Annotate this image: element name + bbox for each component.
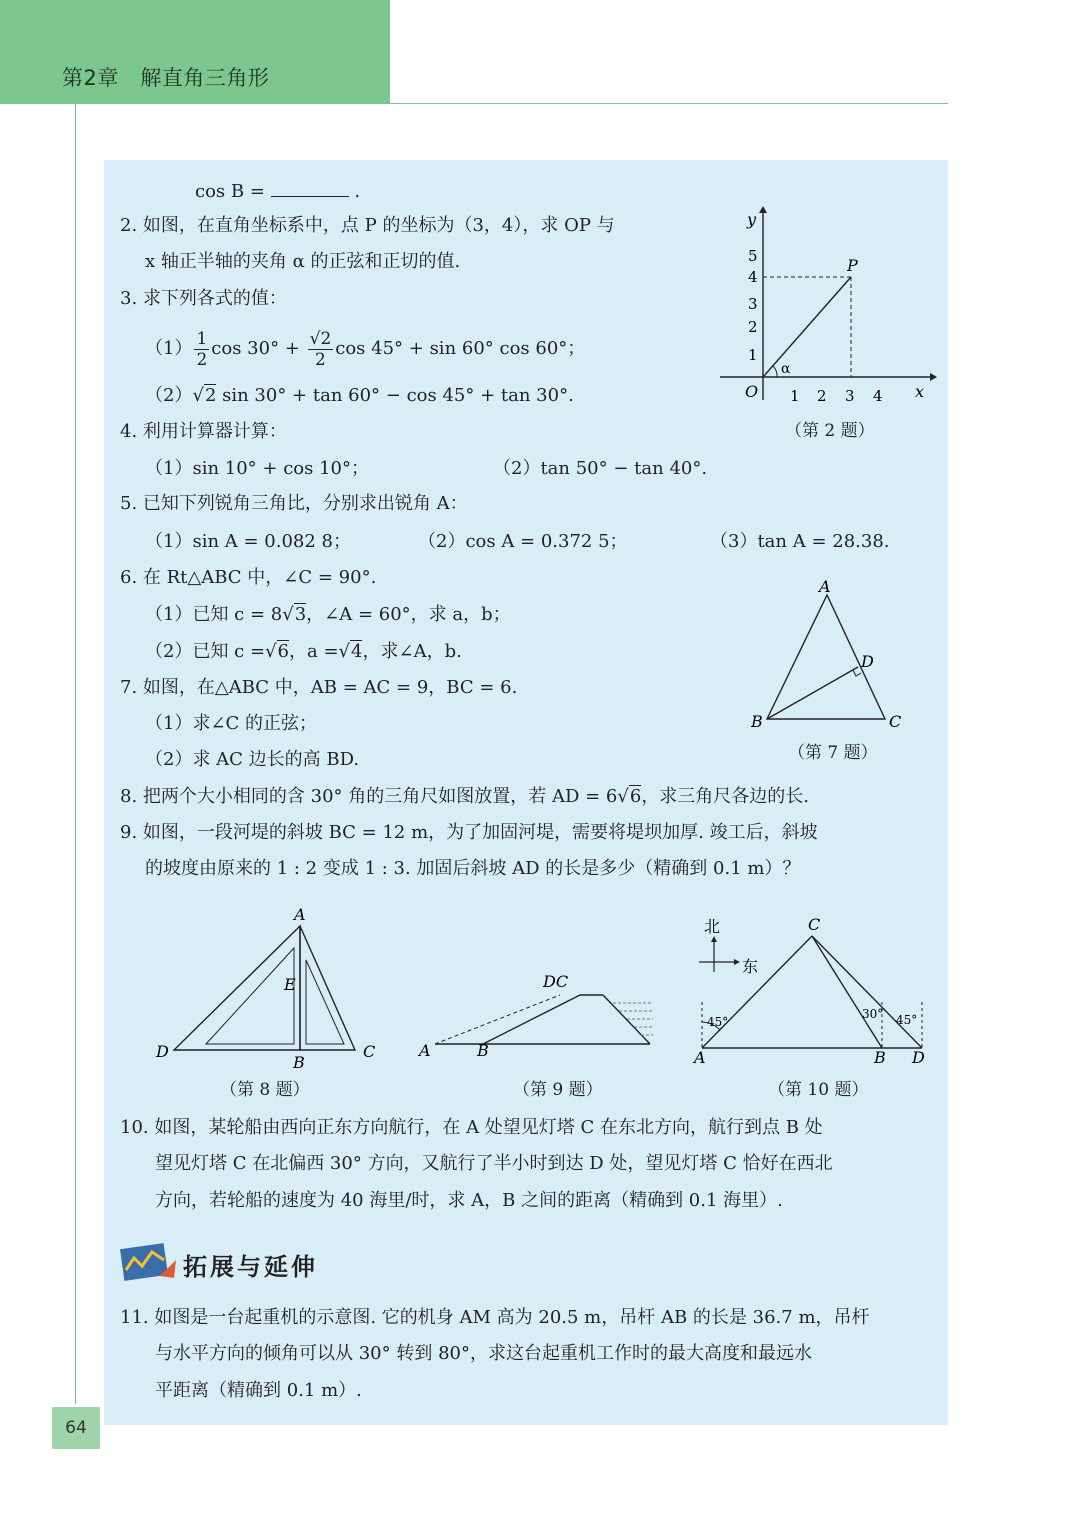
point-a-label: A — [694, 1048, 706, 1067]
sqrt-radicand: 6 — [629, 786, 642, 807]
x-tick-4: 4 — [873, 387, 883, 405]
y-tick-2: 2 — [748, 318, 758, 336]
q11-line1: 11. 如图是一台起重机的示意图. 它的机身 AM 高为 20.5 m，吊杆 AB 的长是 36.7 m，吊杆 — [120, 1307, 870, 1328]
q3-p1-term1: cos 30° + — [211, 338, 300, 359]
q6-p2-c: ，求∠A，b. — [362, 641, 462, 662]
q6-p1-b: ，∠A = 60°，求 a，b； — [306, 604, 511, 625]
q8-text: 8. 把两个大小相同的含 30° 角的三角尺如图放置，若 AD = 6√6，求三角尺各边的长. — [120, 786, 810, 807]
point-b-label: B — [477, 1041, 489, 1060]
chapter-title: 第2章 解直角三角形 — [62, 66, 270, 90]
frac-num: 1 — [196, 328, 208, 349]
figure-2-coordinate-plot — [715, 205, 935, 405]
figure-8-set-squares — [150, 900, 390, 1075]
y-tick-5: 5 — [748, 247, 758, 265]
q6-part1: （1）已知 c = 8√3，∠A = 60°，求 a，b； — [145, 604, 511, 625]
x-tick-1: 1 — [790, 387, 800, 405]
q6-p1-a: （1）已知 c = 8 — [145, 604, 283, 625]
q5-part2: （2）cos A = 0.372 5； — [418, 531, 628, 552]
x-tick-2: 2 — [817, 387, 827, 405]
point-d-label: D — [861, 652, 874, 671]
extension-icon — [120, 1240, 178, 1286]
north-label: 北 — [704, 917, 721, 936]
figure-9-caption: （第 9 题） — [513, 1080, 603, 1100]
angle-a-label: 45° — [707, 1015, 729, 1029]
x-tick-3: 3 — [845, 387, 855, 405]
q5-title: 5. 已知下列锐角三角比，分别求出锐角 A： — [120, 493, 468, 514]
q3-p1-label: （1） — [145, 338, 193, 359]
frac-den: 2 — [315, 349, 326, 370]
q3-p2-term: sin 30° + tan 60° − cos 45° + tan 30°. — [222, 385, 574, 406]
q3-part2: （2）√2 sin 30° + tan 60° − cos 45° + tan 30°. — [145, 385, 574, 406]
q2-line1: 2. 如图，在直角坐标系中，点 P 的坐标为（3，4），求 OP 与 — [120, 215, 615, 236]
q11-line3: 平距离（精确到 0.1 m）. — [155, 1380, 362, 1401]
q6-p2-b: ，a = — [289, 641, 339, 662]
q1-label: cos B = — [195, 181, 265, 202]
q4-part1: （1）sin 10° + cos 10°； — [145, 458, 369, 479]
q8-a: 8. 把两个大小相同的含 30° 角的三角尺如图放置，若 AD = 6 — [120, 786, 618, 807]
fraction-sqrt2-over-2 — [308, 329, 334, 370]
origin-label: O — [745, 382, 759, 401]
figure-7-caption: （第 7 题） — [788, 743, 878, 763]
q10-line2: 望见灯塔 C 在北偏西 30° 方向，又航行了半小时到达 D 处，望见灯塔 C 恰好在西北 — [155, 1153, 833, 1174]
point-c-label: C — [363, 1042, 376, 1061]
q10-line1: 10. 如图，某轮船由西向正东方向航行，在 A 处望见灯塔 C 在东北方向，航行到点 B 处 — [120, 1117, 823, 1138]
angle-b-label: 30° — [862, 1007, 884, 1021]
point-p-label: P — [847, 256, 858, 275]
point-c-label: C — [808, 915, 821, 934]
header-rule — [390, 103, 948, 104]
q3-part1 — [145, 325, 585, 373]
vertex-b-label: B — [751, 712, 763, 731]
angle-d-label: 45° — [896, 1013, 918, 1027]
point-d-label: D — [912, 1048, 925, 1067]
point-b-label: B — [874, 1048, 886, 1067]
q8-b: ，求三角尺各边的长. — [641, 786, 810, 807]
y-tick-1: 1 — [748, 346, 758, 364]
figure-10-caption: （第 10 题） — [768, 1080, 869, 1100]
figure-10-navigation — [690, 912, 940, 1072]
sqrt-radicand: 3 — [294, 604, 307, 625]
extension-title: 拓展与延伸 — [183, 1253, 318, 1281]
page-number: 64 — [52, 1407, 100, 1449]
y-axis-label: y — [747, 210, 757, 229]
vertex-a-label: A — [819, 577, 831, 596]
q9-line2: 的坡度由原来的 1 : 2 变成 1 : 3. 加固后斜坡 AD 的长是多少（精确到 0.1 m）？ — [145, 858, 801, 879]
point-b-label: B — [293, 1053, 305, 1072]
y-tick-4: 4 — [748, 268, 758, 286]
margin-rule — [75, 104, 76, 1404]
q3-p1-term2: cos 45° + sin 60° cos 60°； — [335, 338, 586, 359]
q10-line3: 方向，若轮船的速度为 40 海里/时，求 A，B 之间的距离（精确到 0.1 海里）. — [155, 1190, 783, 1211]
q1-dot: . — [354, 181, 361, 202]
q11-line2: 与水平方向的倾角可以从 30° 转到 80°，求这台起重机工作时的最大高度和最远水 — [155, 1343, 812, 1364]
point-a-label: A — [294, 905, 306, 924]
answer-blank — [271, 178, 349, 197]
sqrt-radicand: 2 — [204, 385, 217, 406]
q9-line1: 9. 如图，一段河堤的斜坡 BC = 12 m，为了加固河堤，需要将堤坝加厚. 竣工后，斜坡 — [120, 822, 818, 843]
q6-title: 6. 在 Rt△ABC 中，∠C = 90°. — [120, 567, 377, 588]
q6-part2: （2）已知 c =√6，a =√4，求∠A，b. — [145, 641, 462, 662]
point-e-label: E — [284, 975, 296, 994]
figure-8-caption: （第 8 题） — [220, 1080, 310, 1100]
frac-den: 2 — [196, 349, 208, 370]
fraction-half — [194, 329, 209, 370]
q3-title: 3. 求下列各式的值： — [120, 288, 287, 309]
figure-2-caption: （第 2 题） — [785, 421, 875, 441]
q7-title: 7. 如图，在△ABC 中，AB = AC = 9，BC = 6. — [120, 677, 518, 698]
x-axis-label: x — [915, 382, 925, 401]
q4-part2: （2）tan 50° − tan 40°. — [493, 458, 708, 479]
q6-p2-a: （2）已知 c = — [145, 641, 266, 662]
vertex-c-label: C — [889, 712, 902, 731]
frac-num: √2 — [309, 328, 332, 349]
q3-p2-label: （2） — [145, 385, 193, 406]
q4-title: 4. 利用计算器计算： — [120, 421, 287, 442]
angle-alpha-label: α — [781, 361, 791, 377]
figure-7-triangle — [745, 575, 915, 735]
figure-9-embankment — [415, 965, 665, 1065]
q2-line2: x 轴正半轴的夹角 α 的正弦和正切的值. — [145, 251, 461, 272]
point-d-label: D — [156, 1042, 169, 1061]
sqrt-radicand: 6 — [277, 641, 289, 662]
q1-tail — [195, 178, 360, 204]
q7-part2: （2）求 AC 边长的高 BD. — [145, 749, 360, 770]
point-a-label: A — [419, 1041, 431, 1060]
q5-part3: （3）tan A = 28.38. — [710, 531, 890, 552]
point-dc-label: DC — [543, 972, 569, 991]
sqrt-radicand: 4 — [351, 641, 363, 662]
q5-part1: （1）sin A = 0.082 8； — [145, 531, 351, 552]
east-label: 东 — [742, 957, 759, 976]
y-tick-3: 3 — [748, 295, 758, 313]
q7-part1: （1）求∠C 的正弦； — [145, 713, 318, 734]
